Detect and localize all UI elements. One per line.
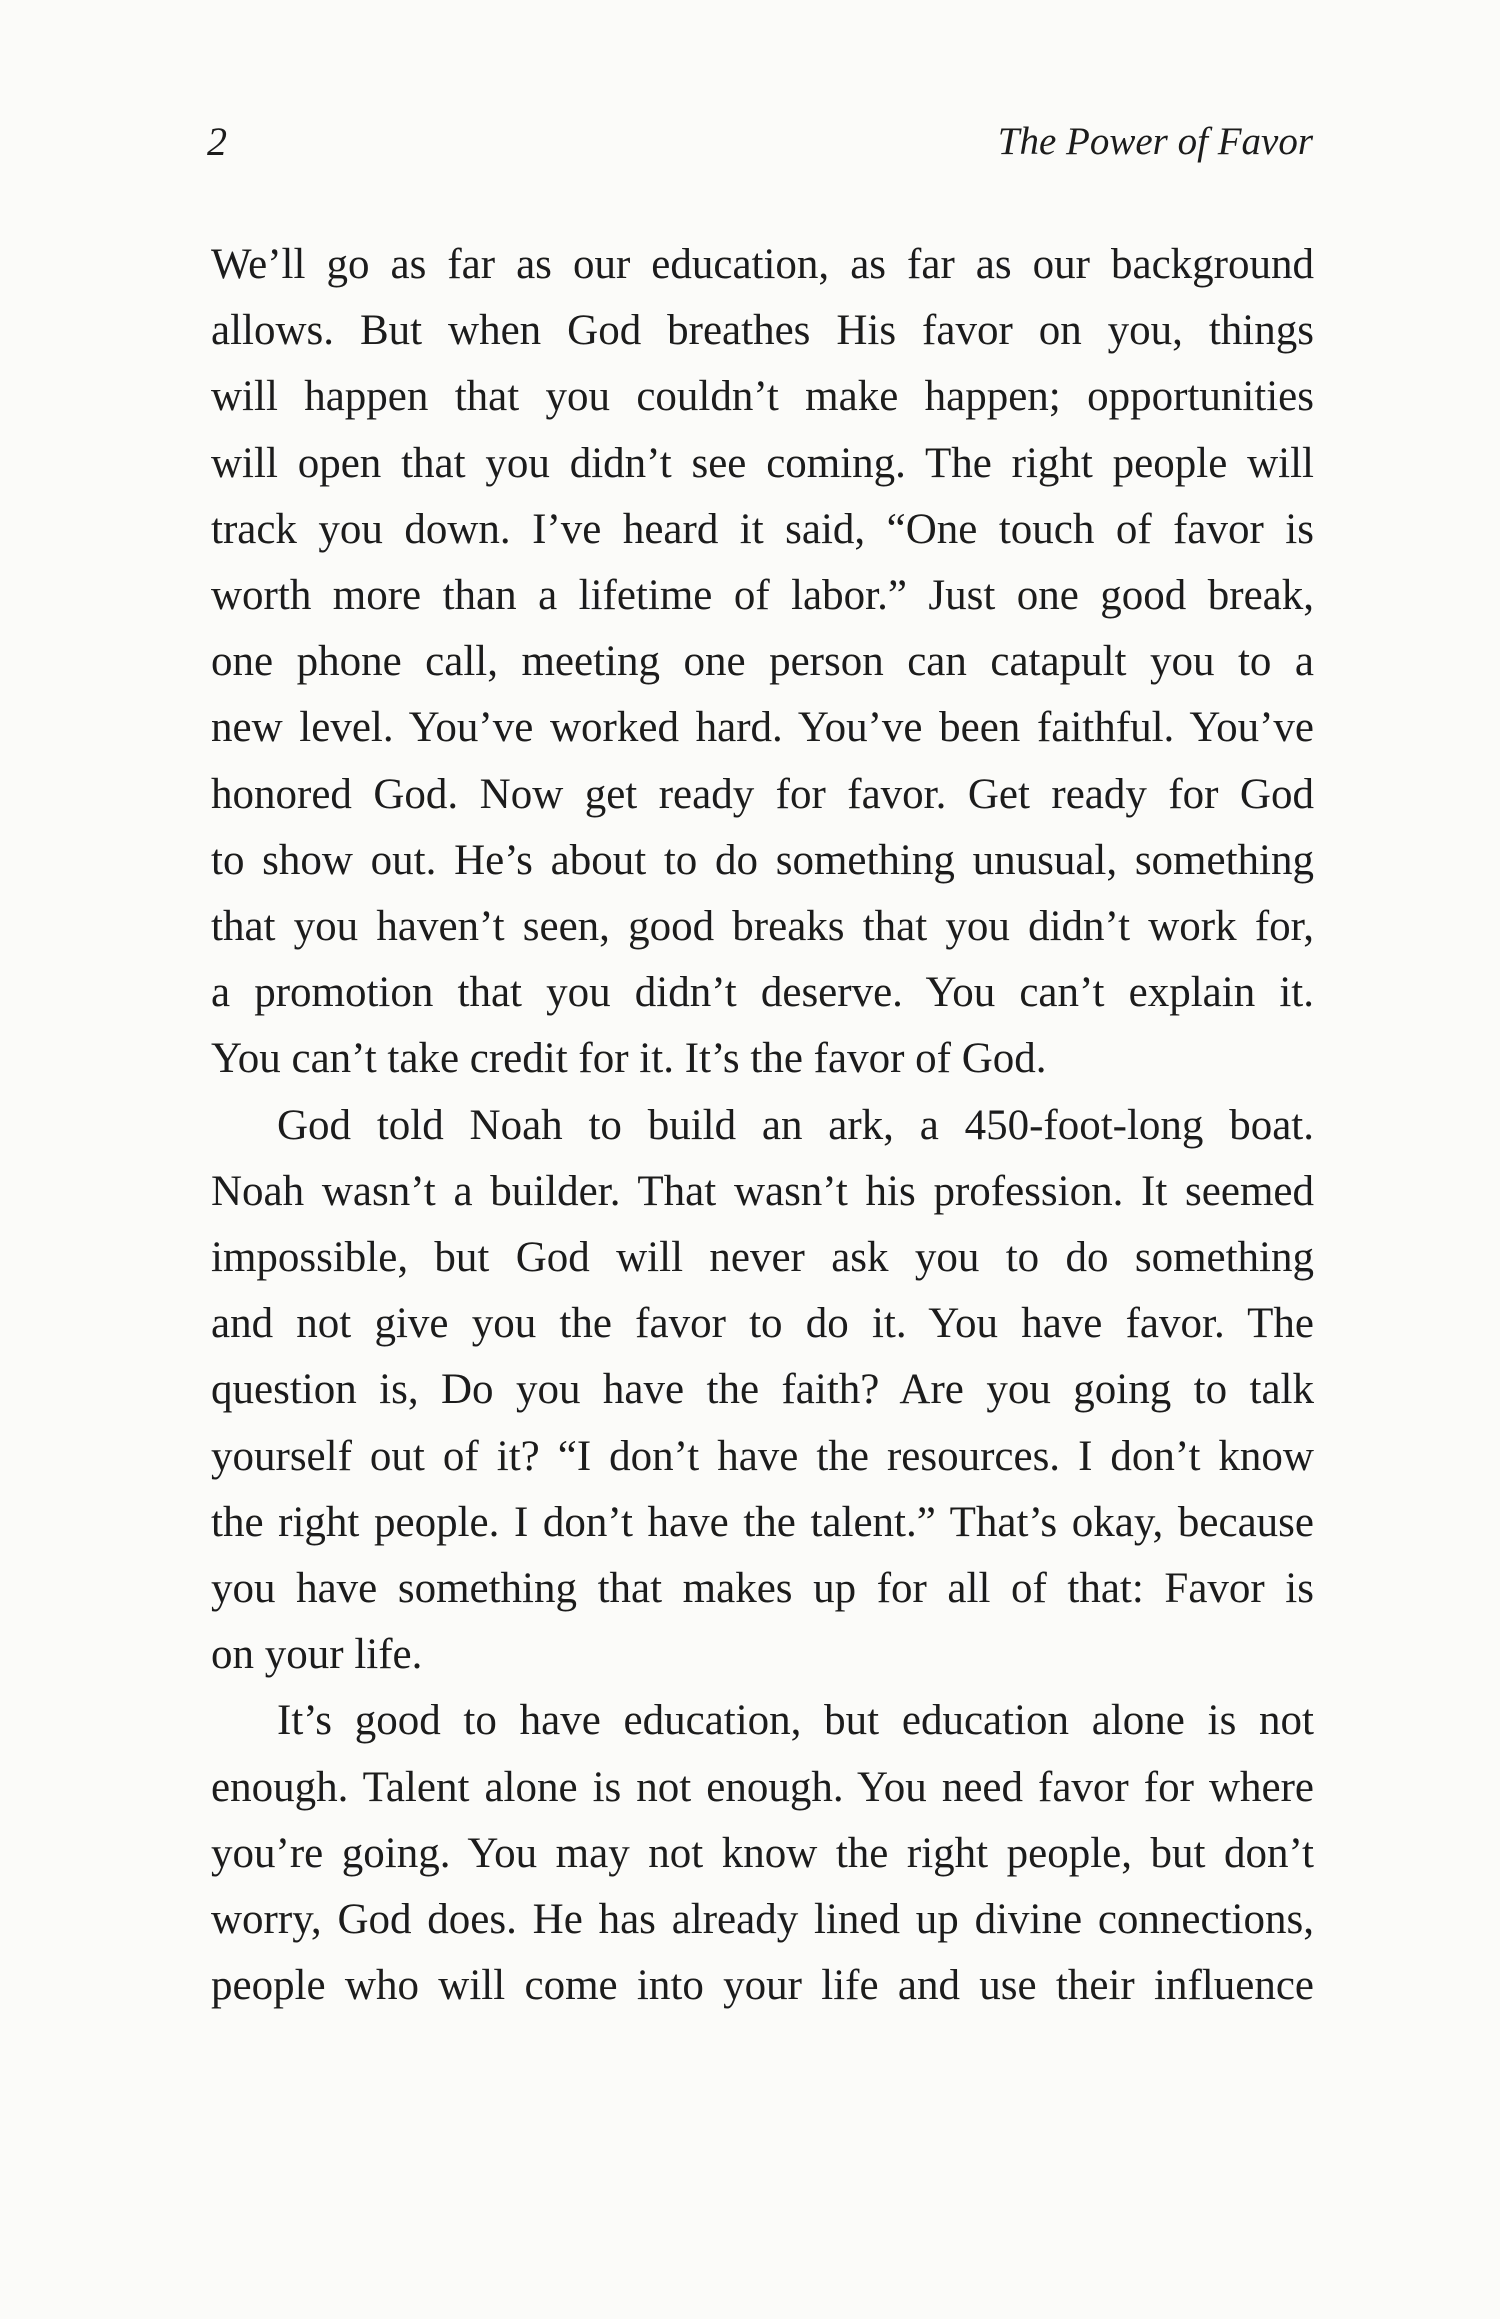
- book-title: The Power of Favor: [997, 120, 1313, 163]
- text-line: that you haven’t seen, good breaks that you didn’t work for,: [211, 903, 1314, 951]
- text-line: you’re going. You may not know the right people, but don’t: [211, 1829, 1314, 1877]
- text-line: We’ll go as far as our education, as far as our background: [211, 241, 1314, 288]
- text-line: you have something that makes up for all of that: Favor is: [211, 1565, 1314, 1613]
- text-line: one phone call, meeting one person can catapult you to a: [211, 638, 1314, 686]
- text-line: new level. You’ve worked hard. You’ve been faithful. You’ve: [211, 704, 1314, 752]
- body-text: [211, 232, 1314, 2019]
- paragraph: [211, 232, 1314, 1093]
- text-line: Noah wasn’t a builder. That wasn’t his profession. It seemed: [211, 1167, 1314, 1215]
- text-line: God told Noah to build an ark, a 450-foot-long boat.: [277, 1101, 1314, 1149]
- text-line: the right people. I don’t have the talent.” That’s okay, because: [211, 1498, 1314, 1546]
- text-line: to show out. He’s about to do something unusual, something: [211, 836, 1314, 884]
- text-line: allows. But when God breathes His favor on you, things: [211, 307, 1314, 355]
- text-line: yourself out of it? “I don’t have the resources. I don’t know: [211, 1432, 1314, 1480]
- text-line: worry, God does. He has already lined up divine connections,: [211, 1896, 1314, 1944]
- text-line: will happen that you couldn’t make happen; opportunities: [211, 373, 1314, 421]
- text-line: It’s good to have education, but education alone is not: [277, 1697, 1314, 1745]
- text-line: question is, Do you have the faith? Are you going to talk: [211, 1366, 1314, 1414]
- running-head: [207, 112, 1313, 172]
- text-line: honored God. Now get ready for favor. Get ready for God: [211, 770, 1314, 818]
- text-line: a promotion that you didn’t deserve. You can’t explain it.: [211, 969, 1314, 1017]
- paragraph: [211, 1093, 1314, 1689]
- text-line: will open that you didn’t see coming. The right people will: [211, 439, 1314, 487]
- text-line: You can’t take credit for it. It’s the favor of God.: [211, 1035, 1047, 1083]
- text-line: and not give you the favor to do it. You have favor. The: [211, 1300, 1314, 1348]
- text-line: enough. Talent alone is not enough. You need favor for where: [211, 1763, 1314, 1811]
- text-line: on your life.: [211, 1631, 423, 1679]
- paragraph: [211, 1688, 1314, 2019]
- text-line: impossible, but God will never ask you to do something: [211, 1234, 1314, 1282]
- page-number: 2: [207, 119, 227, 164]
- text-line: people who will come into your life and use their influence: [211, 1962, 1314, 2010]
- text-line: worth more than a lifetime of labor.” Just one good break,: [211, 572, 1314, 620]
- text-line: track you down. I’ve heard it said, “One touch of favor is: [211, 505, 1314, 553]
